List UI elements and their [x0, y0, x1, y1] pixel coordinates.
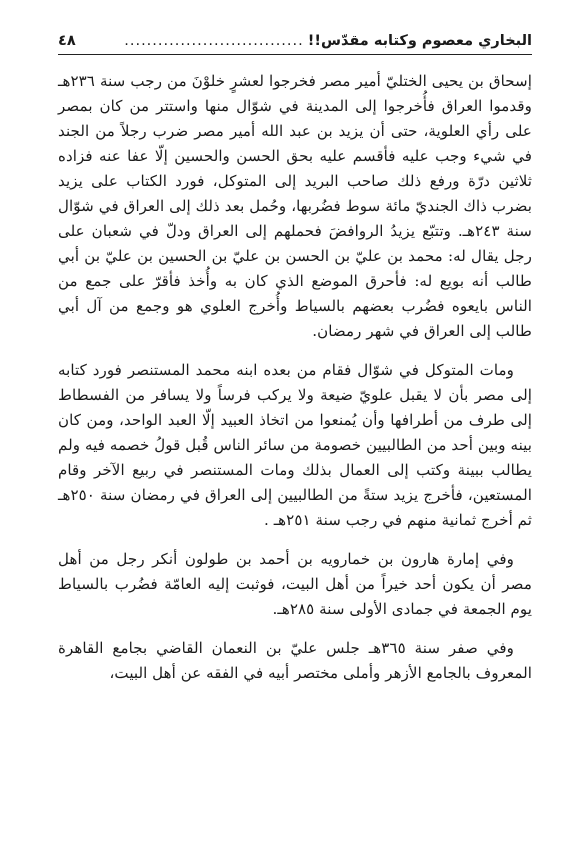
running-header-title: البخاري معصوم وكتابه مقدّس!! [307, 33, 532, 49]
paragraph-3: وفي إمارة هارون بن خمارويه بن أحمد بن طولون أنكر رجل من أهل مصر أن يكون أحد خيراً من أهل البيت، فوثبت إليه العامّة فضُرب بالسياط يوم الجمعة في جمادى الأولى سنة ٢٨٥هـ. [58, 550, 532, 618]
body-text [58, 69, 532, 686]
paragraph-2: ومات المتوكل في شوّال فقام من بعده ابنه محمد المستنصر فورد كتابه إلى مصر بأن لا يقبل علويّ ضيعة ولا يركب فرساً ولا يسافر من الفسطاط إلى طرف من أطرافها وأن يُمنعوا من اتخاذ العبيد إلّا العبد الواحد، ومن كان بينه وبين أحد من الطالبيين خصومة من سائر الناس قُبل قولُ خصمه فيه ولم يطالب ببينة وكتب إلى العمال بذلك ومات المستنصر في ربيع الآخر وقام المستعين، فأخرج يزيد ستةً من الطالبيين إلى العراق في رمضان سنة ٢٥٠هـ ثم أخرج ثمانية منهم في رجب سنة ٢٥١هـ . [58, 361, 532, 529]
header-rule [58, 54, 532, 55]
book-page [58, 30, 532, 700]
paragraph-1: إسحاق بن يحيى الختليّ أمير مصر فخرجوا لعشرٍ خلوْنَ من رجب سنة ٢٣٦هـ وقدموا العراق فأُخرجوا إلى المدينة في شوّال منها واستتر من كان بمصر على رأي العلوية، حتى أن يزيد بن عبد الله أمير مصر ضرب رجلاً من الجند في شيء وجب عليه فأقسم عليه بحق الحسن والحسين إلّا عفا عنه فزاده ثلاثين درّة ورفع ذلك صاحب البريد إلى المتوكل، فورد الكتاب على يزيد بضرب ذاك الجنديّ مائة سوط فضُربها، وحُمل بعد ذلك إلى العراق في شوّال سنة ٢٤٣هـ. وتتبّع يزيدُ الروافضَ فحملهم إلى العراق ودلّ في شعبان على رجل يقال له: محمد بن عليّ بن الحسن بن عليّ بن الحسين بن عليّ بن أبي طالب أنه بويع له: فأحرق الموضع الذي كان به وأُخذ فأقرّ على جمع من الناس بايعوه فضُرب بعضهم بالسياط وأُخرج العلوي هو وجمع من آل أبي طالب إلى العراق في شهر رمضان. [58, 72, 532, 340]
running-header [58, 30, 532, 52]
page-number: ٤٨ [58, 33, 76, 49]
leader-dots: ................................ [124, 33, 304, 49]
paragraph-4: وفي صفر سنة ٣٦٥هـ جلس عليّ بن النعمان القاضي بجامع القاهرة المعروف بالجامع الأزهر وأملى مختصر أبيه في الفقه عن أهل البيت، [58, 639, 532, 682]
